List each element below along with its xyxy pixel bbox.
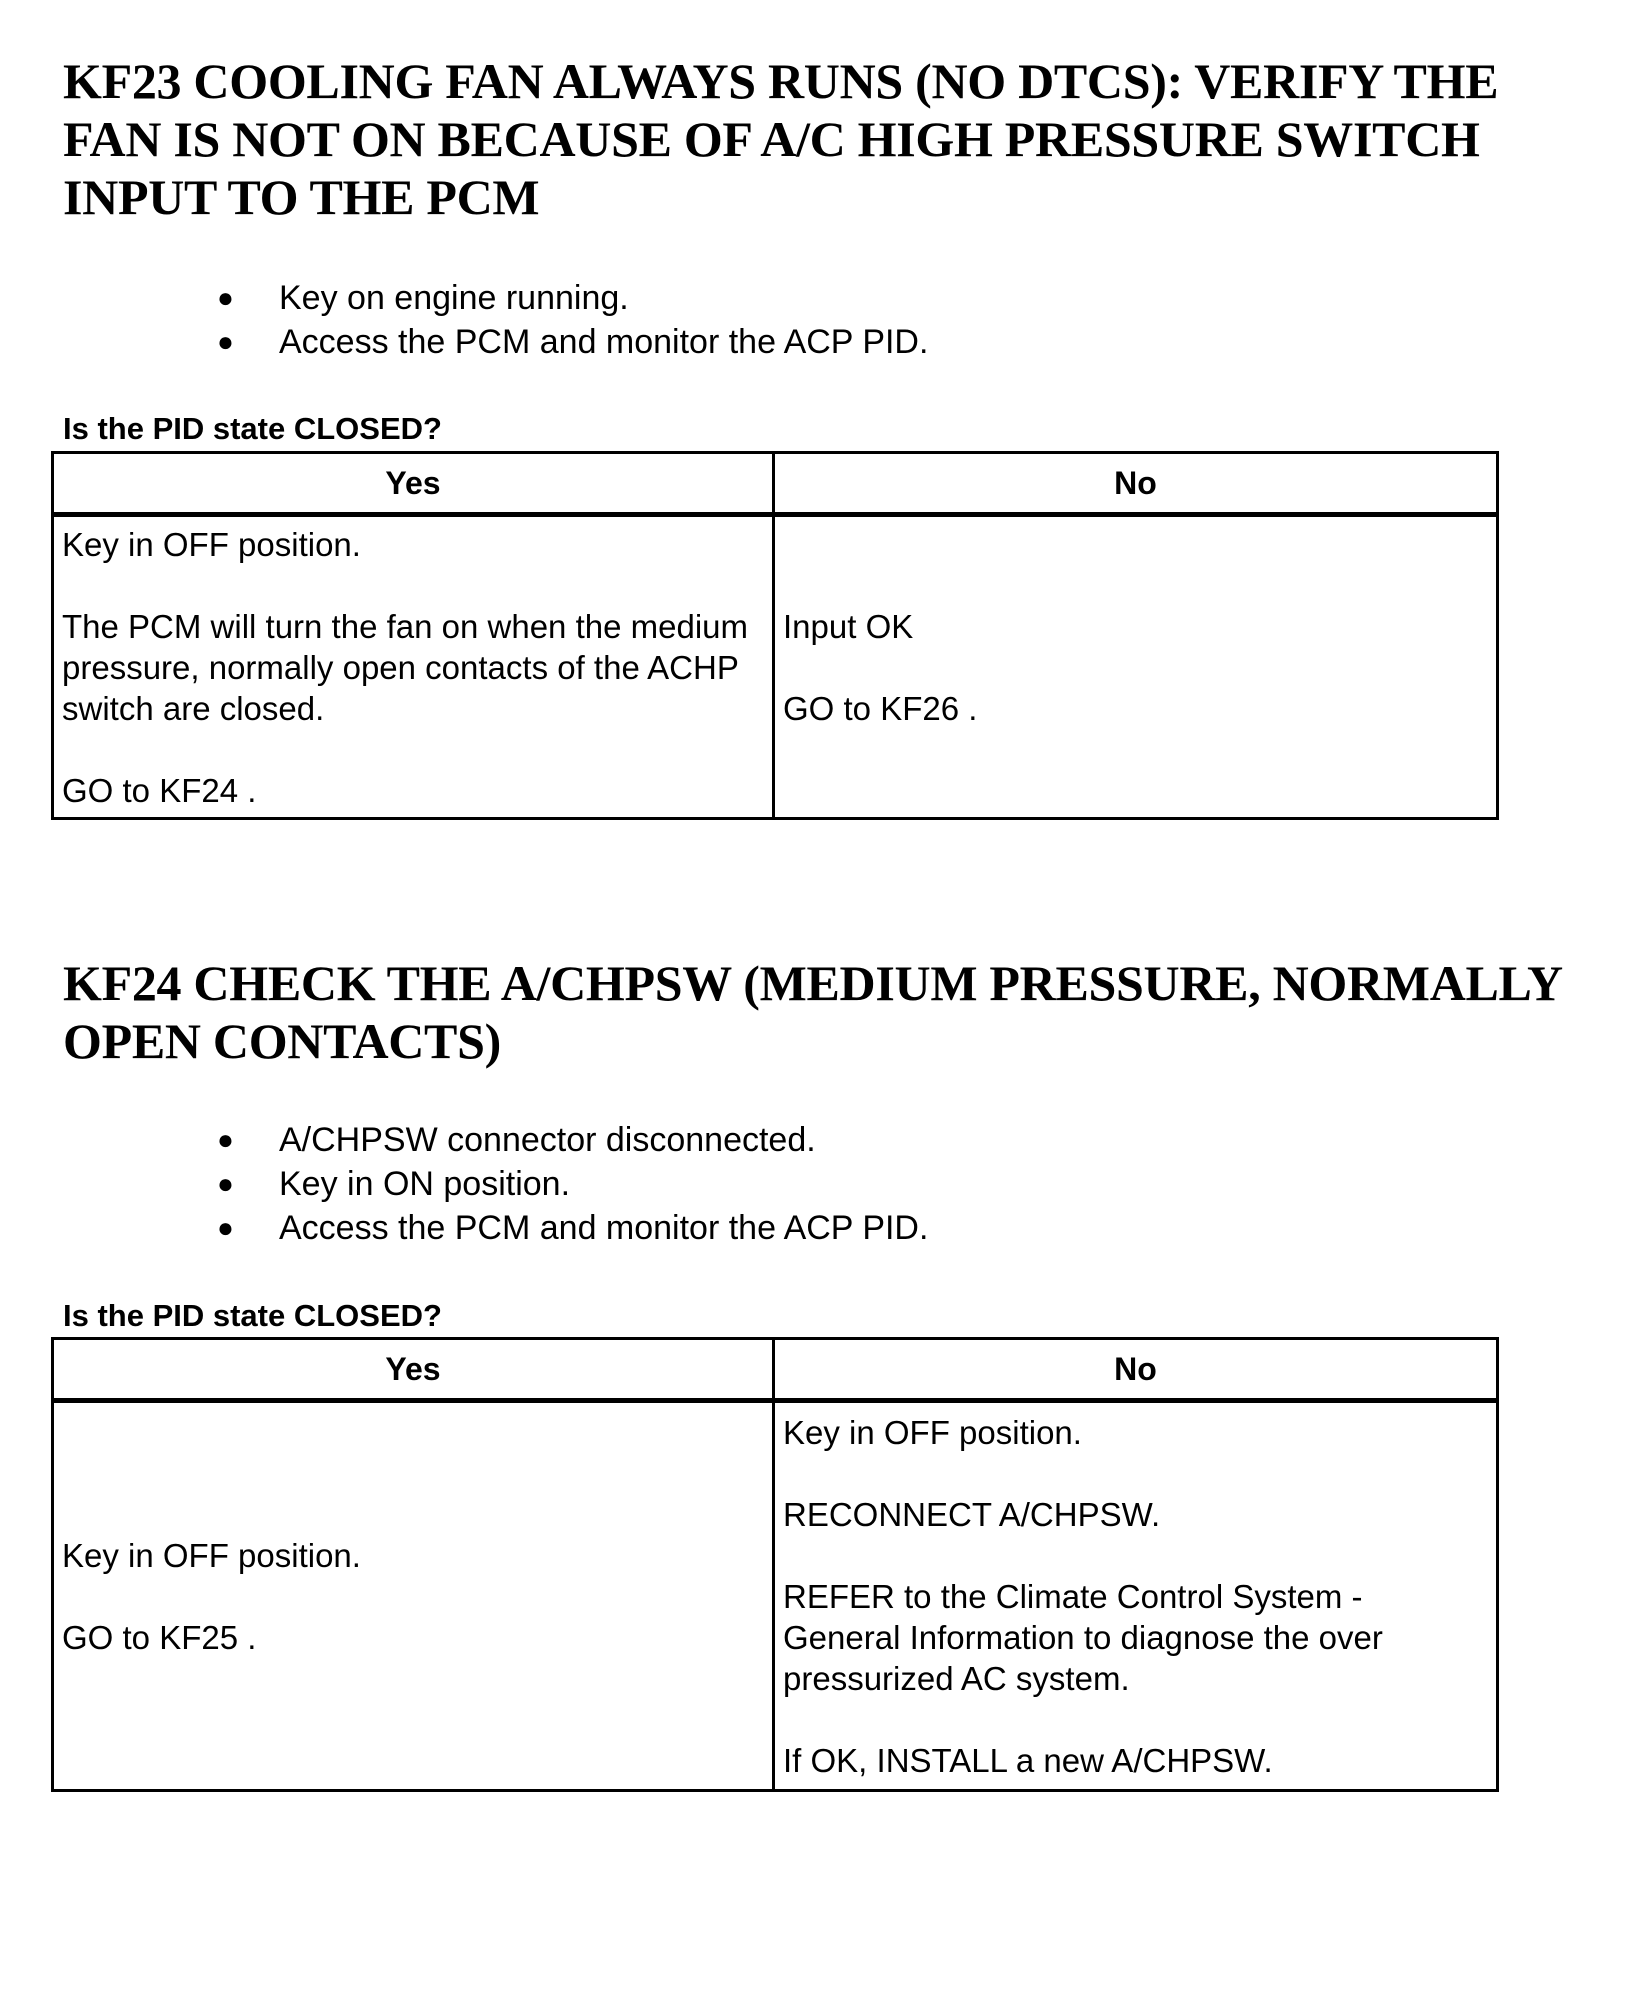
no-header: No bbox=[774, 1339, 1498, 1401]
yes-paragraph: Key in OFF position. bbox=[62, 525, 361, 563]
yes-cell bbox=[53, 515, 774, 819]
bullet-text: Key in ON position. bbox=[279, 1165, 571, 1203]
table-row bbox=[53, 1401, 1498, 1791]
bullet-icon: ● bbox=[217, 1124, 234, 1155]
yes-paragraph: GO to KF24 . bbox=[62, 771, 257, 809]
procedure-bullets bbox=[213, 1118, 928, 1250]
table-header-row bbox=[53, 453, 1498, 515]
bullet-icon: ● bbox=[217, 326, 234, 357]
procedure-bullets bbox=[213, 276, 928, 364]
yes-no-table bbox=[51, 1337, 1499, 1792]
no-header: No bbox=[774, 453, 1498, 515]
no-cell bbox=[774, 515, 1498, 819]
no-paragraph: GO to KF26 . bbox=[783, 689, 978, 727]
bullet-item bbox=[213, 1118, 928, 1162]
heading-line: KF24 CHECK THE A/CHPSW (MEDIUM PRESSURE, NORMALLY bbox=[63, 955, 1563, 1011]
question-text: Is the PID state CLOSED? bbox=[63, 1298, 442, 1333]
yes-paragraph: Key in OFF position. bbox=[62, 1536, 361, 1574]
heading-line: OPEN CONTACTS) bbox=[63, 1013, 501, 1069]
bullet-icon: ● bbox=[217, 1168, 234, 1199]
section-heading bbox=[63, 52, 1498, 226]
bullet-item bbox=[213, 1162, 928, 1206]
bullet-text: Key on engine running. bbox=[279, 279, 629, 317]
no-cell bbox=[774, 1401, 1498, 1791]
heading-line: KF23 COOLING FAN ALWAYS RUNS (NO DTCS): VERIFY THE bbox=[63, 53, 1499, 109]
yes-header: Yes bbox=[53, 453, 774, 515]
heading-line: INPUT TO THE PCM bbox=[63, 169, 540, 225]
bullet-item bbox=[213, 276, 928, 320]
section-heading bbox=[63, 954, 1563, 1070]
yes-paragraph: GO to KF25 . bbox=[62, 1618, 257, 1656]
bullet-text: Access the PCM and monitor the ACP PID. bbox=[279, 1209, 929, 1247]
yes-paragraph: The PCM will turn the fan on when the medium pressure, normally open contacts of the ACHP switch are closed. bbox=[62, 607, 748, 727]
bullet-icon: ● bbox=[217, 1212, 234, 1243]
bullet-text: A/CHPSW connector disconnected. bbox=[279, 1121, 816, 1159]
question-text: Is the PID state CLOSED? bbox=[63, 411, 442, 446]
yes-cell bbox=[53, 1401, 774, 1791]
no-paragraph: If OK, INSTALL a new A/CHPSW. bbox=[783, 1741, 1273, 1779]
bullet-item bbox=[213, 320, 928, 364]
yes-no-table bbox=[51, 451, 1499, 820]
no-paragraph: Key in OFF position. bbox=[783, 1413, 1082, 1451]
heading-line: FAN IS NOT ON BECAUSE OF A/C HIGH PRESSURE SWITCH bbox=[63, 111, 1480, 167]
bullet-item bbox=[213, 1206, 928, 1250]
no-paragraph: RECONNECT A/CHPSW. bbox=[783, 1495, 1161, 1533]
bullet-icon: ● bbox=[217, 282, 234, 313]
table-row bbox=[53, 515, 1498, 819]
no-paragraph: Input OK bbox=[783, 607, 914, 645]
bullet-text: Access the PCM and monitor the ACP PID. bbox=[279, 323, 929, 361]
yes-header: Yes bbox=[53, 1339, 774, 1401]
table-header-row bbox=[53, 1339, 1498, 1401]
no-paragraph: REFER to the Climate Control System - General Information to diagnose the over pressurized AC system. bbox=[783, 1577, 1383, 1697]
